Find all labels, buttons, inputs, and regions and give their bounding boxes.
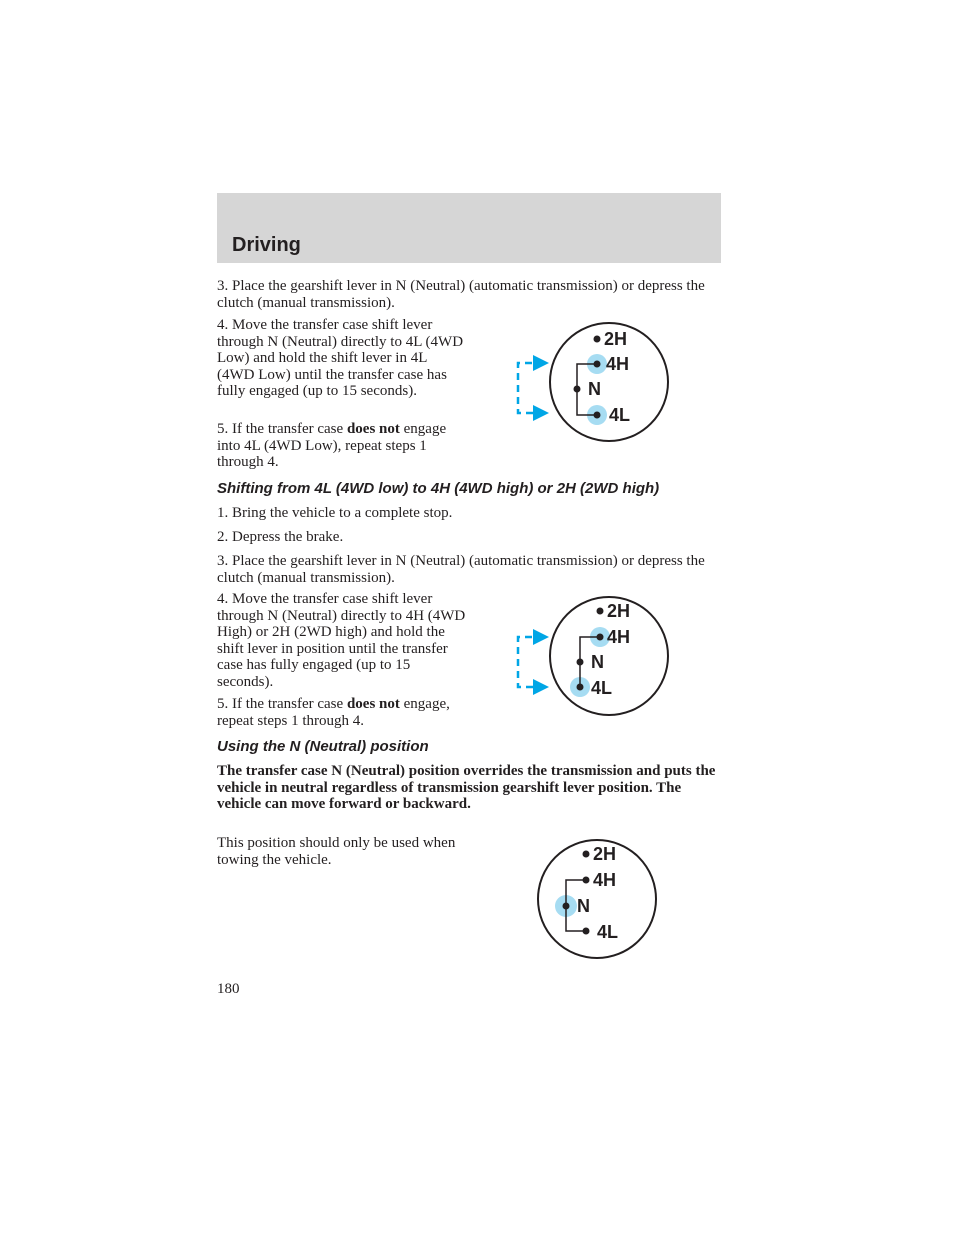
step-4-text: 4. Move the transfer case shift lever through N (Neutral) directly to 4L (4WD Low) and hold the shift lever in 4L (4WD Low) until the transfer case has fully engaged (up to 15 seconds). <box>217 317 464 399</box>
label-4h: 4H <box>606 354 630 374</box>
dot-2h <box>583 851 590 858</box>
label-n: N <box>591 652 604 672</box>
dot-4h <box>583 877 590 884</box>
neutral-warning-text: The transfer case N (Neutral) position overrides the transmission and puts the vehicle in neutral regardless of transmission gearshift lever position. The vehicle can move forward or backward. <box>217 763 716 812</box>
step-4b-text: 4. Move the transfer case shift lever through N (Neutral) directly to 4H (4WD High) or 2H (2WD high) and hold the shift lever in position until the transfer case has fully engaged (up to 15 seconds). <box>217 591 466 690</box>
arrow-head-up <box>533 629 549 645</box>
label-4l: 4L <box>591 678 613 698</box>
step-3-text: 3. Place the gearshift lever in N (Neutral) (automatic transmission) or depress the clutch (manual transmission). <box>217 278 705 311</box>
dot-4l <box>583 928 590 935</box>
arrow-head-up <box>533 355 549 371</box>
arrow-head-down <box>533 679 549 695</box>
dot-4l <box>577 684 584 691</box>
dot-n <box>577 659 584 666</box>
label-4l: 4L <box>597 922 619 942</box>
label-n: N <box>577 896 590 916</box>
section-title: Driving <box>232 234 301 256</box>
shift-diagram-to-4h <box>513 595 673 725</box>
step-3b-text: 3. Place the gearshift lever in N (Neutral) (automatic transmission) or depress the clutch (manual transmission). <box>217 553 705 586</box>
step-5-text: 5. If the transfer case does not engage into 4L (4WD Low), repeat steps 1 through 4. <box>217 421 447 470</box>
label-2h: 2H <box>604 329 628 349</box>
dot-4h <box>594 361 601 368</box>
dot-4l <box>594 412 601 419</box>
shift-diagram-to-4l <box>513 321 673 451</box>
neutral-note-text: This position should only be used when towing the vehicle. <box>217 835 456 868</box>
label-2h: 2H <box>607 601 631 621</box>
arrow-path <box>518 637 533 687</box>
dot-n <box>563 903 570 910</box>
step-5b-text: 5. If the transfer case does not engage, repeat steps 1 through 4. <box>217 696 450 729</box>
dot-4h <box>597 634 604 641</box>
label-n: N <box>588 379 601 399</box>
label-4l: 4L <box>609 405 631 425</box>
step-1-text: 1. Bring the vehicle to a complete stop. <box>217 505 453 521</box>
arrow-path <box>518 363 533 413</box>
dot-2h <box>597 608 604 615</box>
label-4h: 4H <box>607 627 631 647</box>
label-2h: 2H <box>593 844 617 864</box>
dot-2h <box>594 336 601 343</box>
shift-diagram-neutral <box>536 838 661 968</box>
subheading-shift-from-4l: Shifting from 4L (4WD low) to 4H (4WD high) or 2H (2WD high) <box>217 480 660 497</box>
page-number: 180 <box>217 981 240 997</box>
subheading-neutral: Using the N (Neutral) position <box>217 738 429 755</box>
dot-n <box>574 386 581 393</box>
label-4h: 4H <box>593 870 617 890</box>
step-2-text: 2. Depress the brake. <box>217 529 344 545</box>
arrow-head-down <box>533 405 549 421</box>
